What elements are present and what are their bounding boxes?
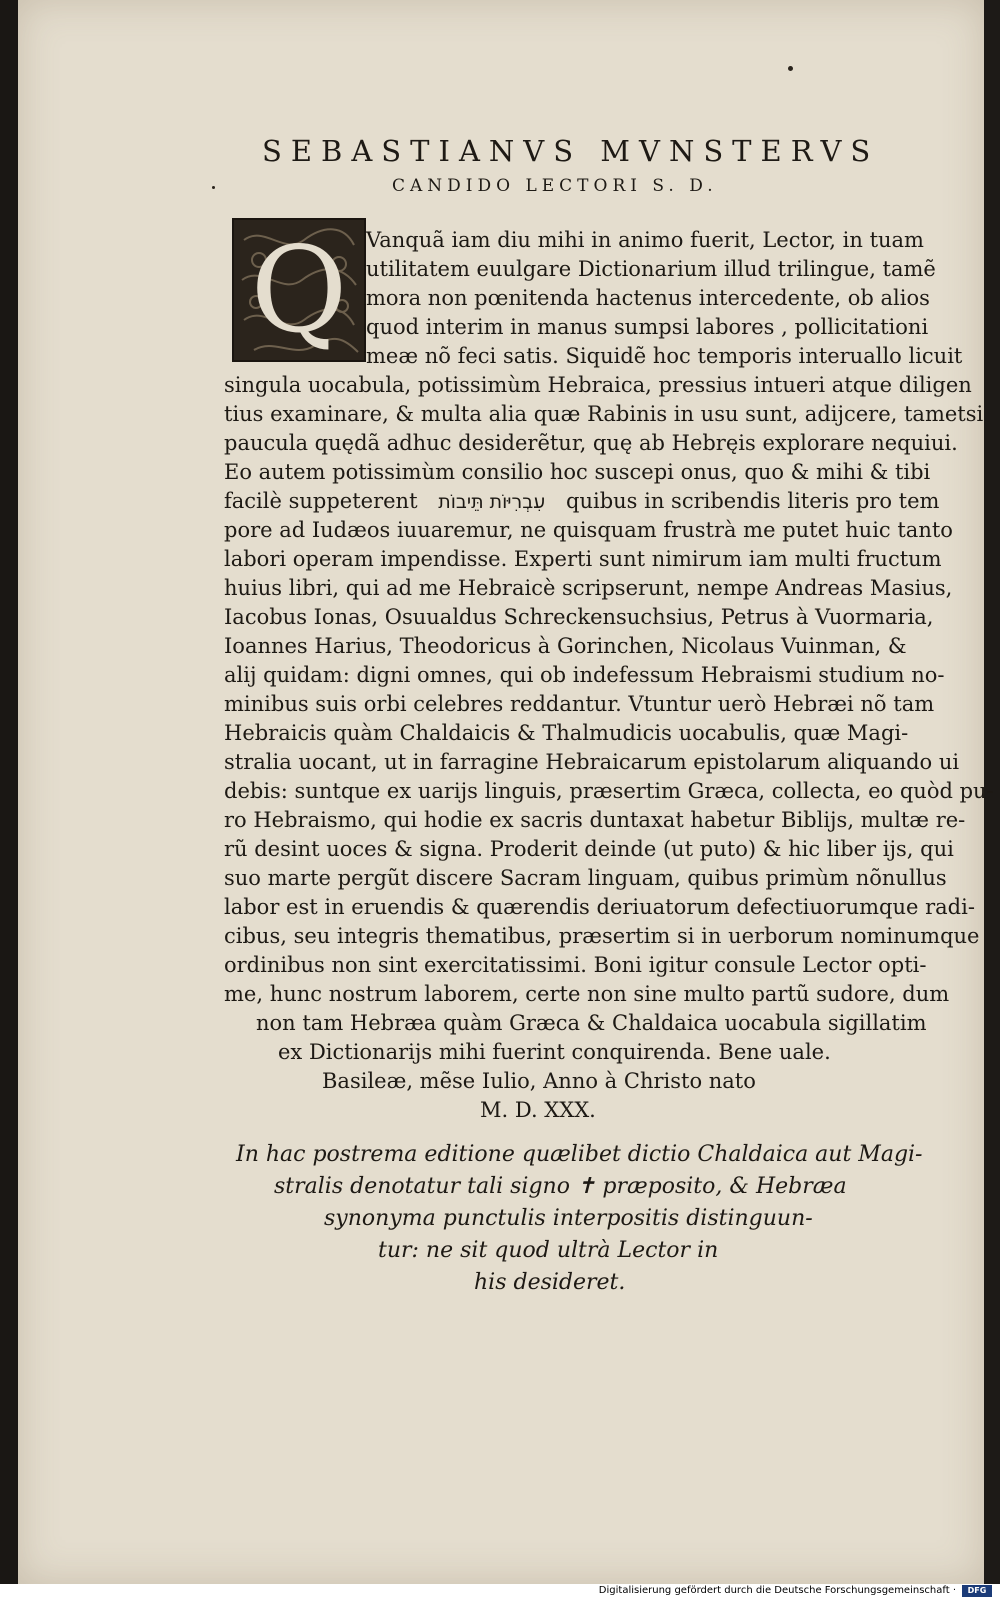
text-line: minibus suis orbi celebres reddantur. Vtuntur uerò Hebræi nõ tam [224, 692, 935, 716]
note-line: stralis denotatur tali signo ✝ præposito, & Hebræa [274, 1174, 847, 1199]
page-heading: SEBASTIANVS MVNSTERVS [262, 134, 880, 168]
footer-credit: Digitalisierung gefördert durch die Deutsche Forschungsgemeinschaft · [598, 1585, 956, 1596]
text-line: ordinibus non sint exercitatissimi. Boni igitur consule Lector opti- [224, 953, 927, 977]
text-line: meæ nõ feci satis. Siquidẽ hoc temporis interuallo licuit [366, 344, 963, 368]
text-line: me, hunc nostrum laborem, certe non sine multo partũ sudore, dum [224, 982, 950, 1006]
text-line: tius examinare, & multa alia quæ Rabinis in usu sunt, adijcere, tametsi [224, 402, 984, 426]
text-line: paucula quędã adhuc desiderẽtur, quę ab Hebręis explorare nequiui. [224, 431, 958, 455]
page-mark [788, 66, 793, 71]
note-line: his desideret. [474, 1270, 626, 1295]
hebrew-phrase: עִבְרִיּוֹת תֵּיבוֹת [438, 491, 546, 513]
text-line: stralia uocant, ut in farragine Hebraicarum epistolarum aliquando ui [224, 750, 960, 774]
date-line: M. D. XXX. [480, 1098, 596, 1122]
text-segment: facilè suppeterent [224, 489, 418, 513]
text-line: Vanquã iam diu mihi in animo fuerit, Lector, in tuam [366, 228, 924, 252]
text-line: Eo autem potissimùm consilio hoc suscepi onus, quo & mihi & tibi [224, 460, 931, 484]
text-line: cibus, seu integris thematibus, præsertim si in uerborum nominumque [224, 924, 980, 948]
page-mark [212, 186, 215, 189]
text-line: Iacobus Ionas, Osuualdus Schreckensuchsius, Petrus à Vuormaria, [224, 605, 934, 629]
text-line: mora non pœnitenda hactenus intercedente, ob alios [366, 286, 930, 310]
initial-letter: Q [250, 221, 348, 359]
note-line: In hac postrema editione quælibet dictio Chaldaica aut Magi- [236, 1142, 923, 1167]
text-line: ex Dictionarijs mihi fuerint conquirenda. Bene uale. [278, 1040, 831, 1064]
text-line: Ioannes Harius, Theodoricus à Gorinchen, Nicolaus Vuinman, & [224, 634, 907, 658]
text-line [224, 487, 939, 516]
dfg-logo: DFG [962, 1585, 992, 1597]
note-line: tur: ne sit quod ultrà Lector in [378, 1238, 719, 1263]
text-line: debis: suntque ex uarijs linguis, præsertim Græca, collecta, eo quòd pu- [224, 779, 994, 803]
text-segment: quibus in scribendis literis pro tem [566, 489, 940, 513]
text-line: pore ad Iudæos iuuaremur, ne quisquam frustrà me putet huic tanto [224, 518, 953, 542]
text-line: utilitatem euulgare Dictionarium illud trilingue, tamẽ [366, 257, 936, 281]
text-line: Basileæ, mẽse Iulio, Anno à Christo nato [322, 1069, 756, 1093]
decorated-initial [232, 218, 366, 362]
text-line: rũ desint uoces & signa. Proderit deinde (ut puto) & hic liber ijs, qui [224, 837, 954, 861]
text-line: non tam Hebræa quàm Græca & Chaldaica uocabula sigillatim [256, 1011, 927, 1035]
text-line: Hebraicis quàm Chaldaicis & Thalmudicis uocabulis, quæ Magi- [224, 721, 909, 745]
text-line: labori operam impendisse. Experti sunt nimirum iam multi fructum [224, 547, 942, 571]
text-line: huius libri, qui ad me Hebraicè scripserunt, nempe Andreas Masius, [224, 576, 953, 600]
text-line: suo marte pergũt discere Sacram linguam, quibus primùm nõnullus [224, 866, 947, 890]
note-line: synonyma punctulis interpositis distinguun- [324, 1206, 813, 1231]
page-subheading: CANDIDO LECTORI S. D. [392, 176, 718, 196]
text-line: ro Hebraismo, qui hodie ex sacris duntaxat habetur Biblijs, multæ re- [224, 808, 966, 832]
text-line: quod interim in manus sumpsi labores , pollicitationi [366, 315, 929, 339]
text-line: alij quidam: digni omnes, qui ob indefessum Hebraismi studium no- [224, 663, 945, 687]
text-line: singula uocabula, potissimùm Hebraica, pressius intueri atque diligen [224, 373, 972, 397]
text-line: labor est in eruendis & quærendis deriuatorum defectiuorumque radi- [224, 895, 975, 919]
